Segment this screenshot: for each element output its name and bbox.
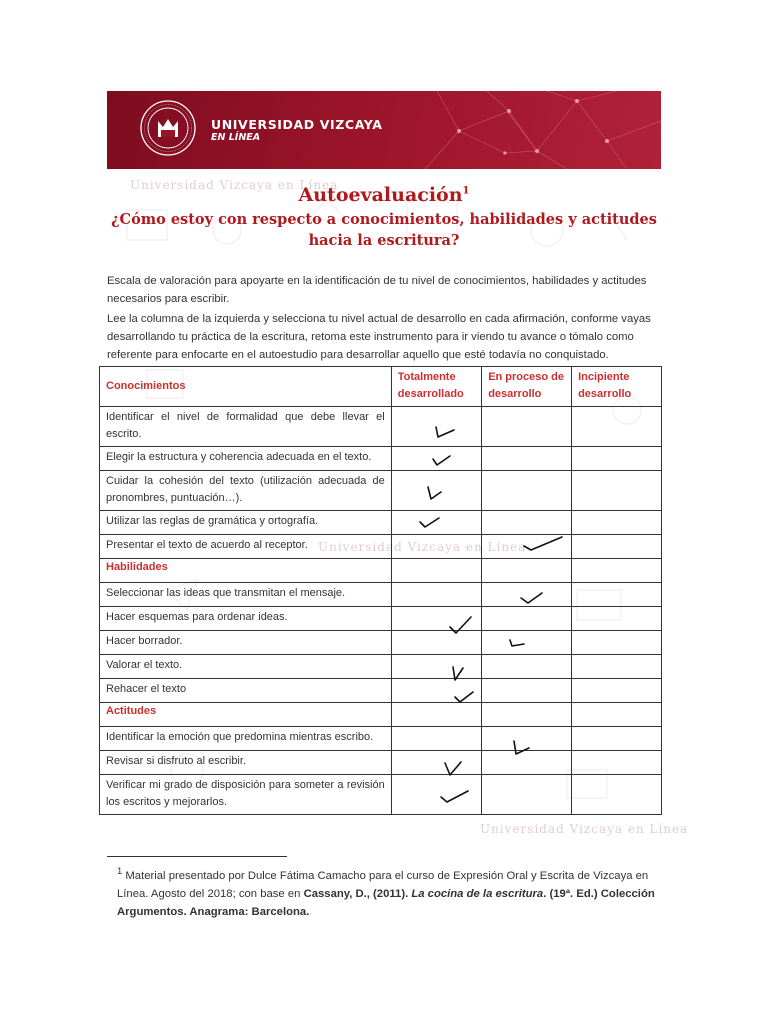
cell-fully-developed[interactable] bbox=[391, 775, 481, 815]
cell-incipient[interactable] bbox=[572, 751, 662, 775]
section-row-skills bbox=[100, 559, 662, 583]
cell-fully-developed[interactable] bbox=[391, 447, 481, 471]
instructions-paragraph: Lee la columna de la izquierda y selecciona tu nivel actual de desarrollo en cada afirmación, conforme vayas desarrollando tu práctica de la escritura, retoma este instrumento para ir viendo tu avance o tómalo como referente para enfocarte en el autoestudio para desarrollar aquello que esté todavía no conquistado. bbox=[107, 313, 651, 361]
cell-in-progress[interactable] bbox=[482, 535, 572, 559]
cell-in-progress[interactable] bbox=[482, 751, 572, 775]
section-heading: Habilidades bbox=[100, 559, 392, 583]
row-statement: Presentar el texto de acuerdo al receptor. bbox=[100, 535, 392, 559]
cell-in-progress[interactable] bbox=[482, 471, 572, 511]
column-header-fully-developed: Totalmente desarrollado bbox=[391, 367, 481, 407]
column-header-incipient: Incipiente desarrollo bbox=[572, 367, 662, 407]
cell-fully-developed[interactable] bbox=[391, 535, 481, 559]
cell-incipient[interactable] bbox=[572, 583, 662, 607]
watermark-text-bottom: Universidad Vizcaya en Línea bbox=[480, 822, 689, 836]
brand-name: UNIVERSIDAD VIZCAYA bbox=[211, 117, 383, 132]
table-row bbox=[100, 727, 662, 751]
row-statement: Identificar el nivel de formalidad que debe llevar el escrito. bbox=[100, 407, 392, 447]
cell-in-progress[interactable] bbox=[482, 607, 572, 631]
cell-incipient[interactable] bbox=[572, 655, 662, 679]
cell-incipient[interactable] bbox=[572, 775, 662, 815]
row-statement: Utilizar las reglas de gramática y ortografía. bbox=[100, 511, 392, 535]
page-subtitle: ¿Cómo estoy con respecto a conocimientos, habilidades y actitudes hacia la escritura? bbox=[111, 211, 657, 249]
cell-in-progress[interactable] bbox=[482, 655, 572, 679]
cell-incipient[interactable] bbox=[572, 447, 662, 471]
cell-incipient[interactable] bbox=[572, 631, 662, 655]
row-statement: Hacer esquemas para ordenar ideas. bbox=[100, 607, 392, 631]
row-statement: Revisar si disfruto al escribir. bbox=[100, 751, 392, 775]
cell-in-progress[interactable] bbox=[482, 679, 572, 703]
table-row bbox=[100, 407, 662, 447]
table-row bbox=[100, 471, 662, 511]
table-row bbox=[100, 655, 662, 679]
cell-incipient[interactable] bbox=[572, 679, 662, 703]
university-seal-logo bbox=[139, 99, 197, 157]
row-statement: Elegir la estructura y coherencia adecuada en el texto. bbox=[100, 447, 392, 471]
row-statement: Rehacer el texto bbox=[100, 679, 392, 703]
cell-fully-developed[interactable] bbox=[391, 471, 481, 511]
cell-fully-developed[interactable] bbox=[391, 751, 481, 775]
row-statement: Hacer borrador. bbox=[100, 631, 392, 655]
table-row bbox=[100, 583, 662, 607]
footnote-divider bbox=[107, 856, 287, 857]
cell-fully-developed[interactable] bbox=[391, 631, 481, 655]
cell-fully-developed[interactable] bbox=[391, 679, 481, 703]
cell-in-progress[interactable] bbox=[482, 407, 572, 447]
cell-incipient[interactable] bbox=[572, 407, 662, 447]
cell-fully-developed[interactable] bbox=[391, 607, 481, 631]
watermark-text-top: Universidad Vizcaya en Línea bbox=[130, 178, 339, 192]
table-row bbox=[100, 631, 662, 655]
cell-in-progress[interactable] bbox=[482, 511, 572, 535]
title-footnote-mark: 1 bbox=[462, 185, 470, 197]
page-title: Autoevaluación$^1$ bbox=[298, 184, 470, 206]
cell-fully-developed[interactable] bbox=[391, 511, 481, 535]
cell-incipient[interactable] bbox=[572, 471, 662, 511]
cell-fully-developed[interactable] bbox=[391, 655, 481, 679]
cell-in-progress[interactable] bbox=[482, 631, 572, 655]
footnote-mark: 1 bbox=[117, 865, 123, 876]
header-banner bbox=[107, 91, 661, 169]
row-statement: Verificar mi grado de disposición para someter a revisión los escritos y mejorarlos. bbox=[100, 775, 392, 815]
brand-subtitle: EN LÍNEA bbox=[211, 132, 261, 143]
cell-fully-developed[interactable] bbox=[391, 583, 481, 607]
cell-in-progress[interactable] bbox=[482, 775, 572, 815]
table-row bbox=[100, 607, 662, 631]
row-statement: Cuidar la cohesión del texto (utilización adecuada de pronombres, puntuación…). bbox=[100, 471, 392, 511]
cell-in-progress[interactable] bbox=[482, 447, 572, 471]
watermark-text-middle: Universidad Vizcaya en Línea bbox=[318, 540, 527, 554]
self-evaluation-table bbox=[99, 366, 662, 815]
table-row bbox=[100, 511, 662, 535]
table-row bbox=[100, 775, 662, 815]
section-heading: Actitudes bbox=[100, 703, 392, 727]
cell-in-progress[interactable] bbox=[482, 583, 572, 607]
cell-fully-developed[interactable] bbox=[391, 727, 481, 751]
section-row-attitudes bbox=[100, 703, 662, 727]
row-statement: Valorar el texto. bbox=[100, 655, 392, 679]
cell-incipient[interactable] bbox=[572, 535, 662, 559]
table-row bbox=[100, 679, 662, 703]
table-header-row bbox=[100, 367, 662, 407]
column-header-knowledge: Conocimientos bbox=[100, 367, 392, 407]
column-header-in-progress: En proceso de desarrollo bbox=[482, 367, 572, 407]
row-statement: Seleccionar las ideas que transmitan el mensaje. bbox=[100, 583, 392, 607]
cell-incipient[interactable] bbox=[572, 727, 662, 751]
table-row bbox=[100, 447, 662, 471]
cell-fully-developed[interactable] bbox=[391, 407, 481, 447]
row-statement: Identificar la emoción que predomina mientras escribo. bbox=[100, 727, 392, 751]
cell-incipient[interactable] bbox=[572, 511, 662, 535]
cell-in-progress[interactable] bbox=[482, 727, 572, 751]
table-row bbox=[100, 751, 662, 775]
cell-incipient[interactable] bbox=[572, 607, 662, 631]
intro-paragraph: Escala de valoración para apoyarte en la identificación de tu nivel de conocimientos, habilidades y actitudes necesarios para escribir. bbox=[107, 275, 647, 305]
footnote: $^1$ Material presentado por Dulce Fátima Camacho para el curso de Expresión Oral y Escrita de Vizcaya en Línea. Agosto del 2018; con base en Cassany, D., (2011). La cocina de la escritura. (19ª. Ed.) Colección Argumentos. Anagrama: Barcelona. bbox=[117, 865, 655, 918]
table-row bbox=[100, 535, 662, 559]
